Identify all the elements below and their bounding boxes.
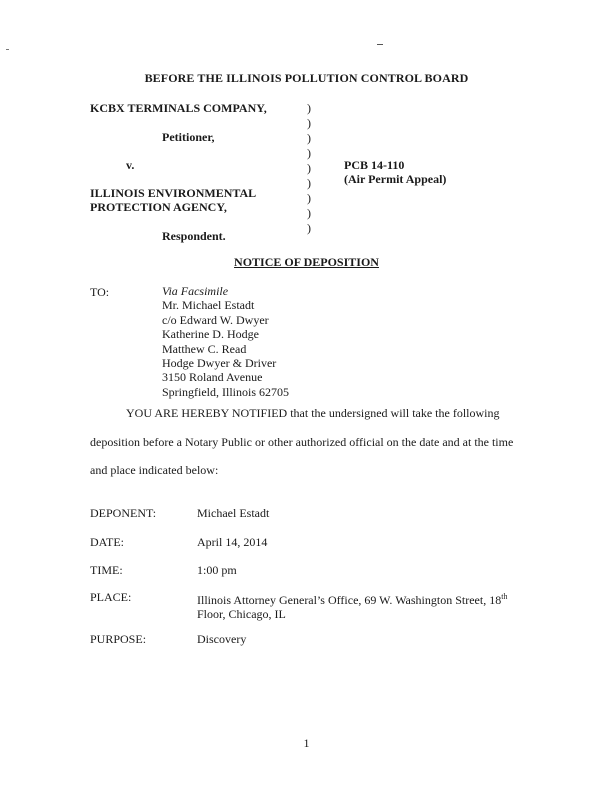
caption-paren: ) [307,161,311,175]
case-type: (Air Permit Appeal) [344,172,447,186]
caption-paren: ) [307,146,311,160]
deponent-label: DEPONENT: [90,506,157,520]
to-label: TO: [90,285,110,299]
purpose-label: PURPOSE: [90,632,147,646]
address-line: 3150 Roland Avenue [162,370,263,385]
versus: v. [126,158,135,172]
address-line: Matthew C. Read [162,341,247,356]
address-line: Hodge Dwyer & Driver [162,355,277,370]
purpose-value: Discovery [197,632,247,646]
address-line: Springfield, Illinois 62705 [162,384,289,399]
deponent-value: Michael Estadt [197,506,270,520]
place-line-2: Floor, Chicago, IL [197,607,286,621]
caption-paren: ) [307,176,311,190]
body-line-2: deposition before a Notary Public or other authorized official on the date and at the time [90,435,514,449]
caption-paren: ) [307,131,311,145]
delivery-method: Via Facsimile [162,284,229,298]
caption-paren: ) [307,191,311,205]
caption-parentheses [307,101,317,236]
place-value [197,590,507,621]
address-line: Katherine D. Hodge [162,327,259,342]
caption-paren: ) [307,116,311,130]
date-value: April 14, 2014 [197,535,268,549]
court-title: BEFORE THE ILLINOIS POLLUTION CONTROL BOARD [144,71,469,85]
caption-paren: ) [307,221,311,235]
respondent-name-line1: ILLINOIS ENVIRONMENTAL [90,186,257,200]
scan-artifact [377,44,383,45]
respondent-label: Respondent. [162,229,226,243]
body-line-1: YOU ARE HEREBY NOTIFIED that the undersigned will take the following [126,406,500,420]
page-number: 1 [303,736,310,750]
respondent-name-line2: PROTECTION AGENCY, [90,200,227,214]
place-label: PLACE: [90,590,132,604]
address-line: Mr. Michael Estadt [162,298,255,313]
scan-artifact [6,49,9,50]
place-superscript: th [501,592,508,601]
time-value: 1:00 pm [197,563,237,577]
petitioner-label: Petitioner, [162,130,215,144]
case-number: PCB 14-110 [344,158,405,172]
place-line-1: Illinois Attorney General’s Office, 69 W. Washington Street, 18 [197,593,502,607]
caption-paren: ) [307,206,311,220]
recipient-address-block [162,284,289,399]
notice-title: NOTICE OF DEPOSITION [234,255,379,269]
caption-paren: ) [307,101,311,115]
body-line-3: and place indicated below: [90,463,219,477]
time-label: TIME: [90,563,123,577]
petitioner-name: KCBX TERMINALS COMPANY, [90,101,267,115]
date-label: DATE: [90,535,124,549]
address-line: c/o Edward W. Dwyer [162,312,269,327]
